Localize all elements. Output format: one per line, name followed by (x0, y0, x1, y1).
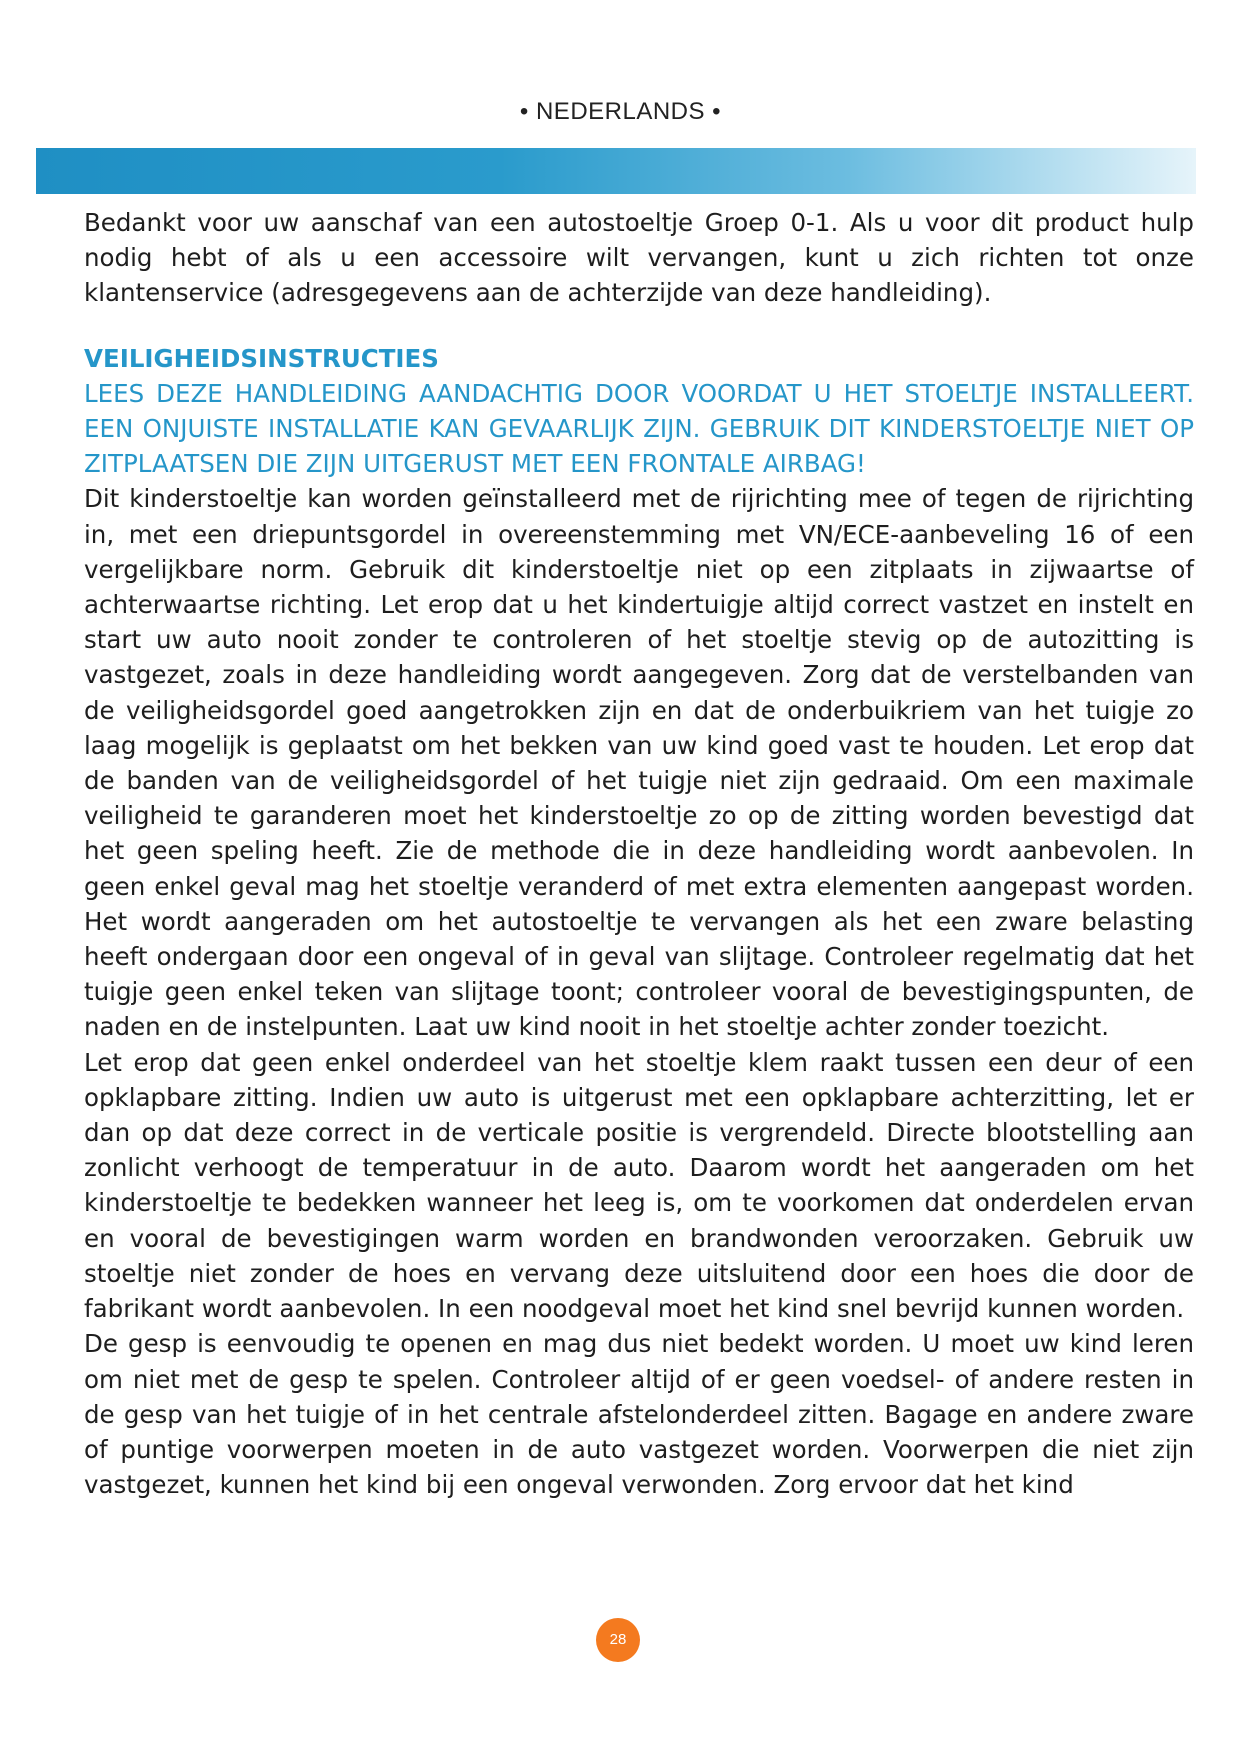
header-color-band (36, 148, 1196, 194)
safety-paragraph-2: Let erop dat geen enkel onderdeel van het stoeltje klem raakt tussen een deur of een opklapbare zitting. Indien uw auto is uitgerust met een opklapbare achterzitting, let er dan op dat deze correct in de verticale positie is vergrendeld. Directe blootstelling aan zonlicht verhoogt de temperatuur in de auto. Daarom wordt het aangeraden om het kinderstoeltje te bedekken wanneer het leeg is, om te voorkomen dat onderdelen ervan en vooral de bevestigingen warm worden en brandwonden veroorzaken. Gebruik uw stoeltje niet zonder de hoes en vervang deze uitsluitend door een hoes die door de fabrikant wordt aanbevolen. In een noodgeval moet het kind snel bevrijd kunnen worden. (84, 1047, 1194, 1324)
intro-paragraph: Bedankt voor uw aanschaf van een autostoeltje Groep 0-1. Als u voor dit product hulp nodig hebt of als u een accessoire wilt vervangen, kunt u zich richten tot onze klantenservice (adresgegevens aan de achterzijde van deze handleiding). (84, 208, 1194, 308)
warning-paragraph: LEES DEZE HANDLEIDING AANDACHTIG DOOR VOORDAT U HET STOELTJE INSTALLEERT. EEN ONJUISTE INSTALLATIE KAN GEVAARLIJK ZIJN. GEBRUIK DIT KINDERSTOELTJE NIET OP ZITPLAATSEN DIE ZIJN UITGERUST MET EEN FRONTALE AIRBAG! (84, 378, 1194, 479)
safety-paragraph-1: Dit kinderstoeltje kan worden geïnstalleerd met de rijrichting mee of tegen de rijrichting in, met een driepuntsgordel in overeenstemming met VN/ECE-aanbeveling 16 of een vergelijkbare norm. Gebruik dit kinderstoeltje niet op een zitplaats in zijwaartse of achterwaartse richting. Let erop dat u het kindertuigje altijd correct vastzet en instelt en start uw auto nooit zonder te controleren of het stoeltje stevig op de autozitting is vastgezet, zoals in deze handleiding wordt aangegeven. Zorg dat de verstelbanden van de veiligheidsgordel goed aangetrokken zijn en dat de onderbuikriem van het tuigje zo laag mogelijk is geplaatst om het bekken van uw kind goed vast te houden. Let erop dat de banden van de veiligheidsgordel of het tuigje niet zijn gedraaid. Om een maximale veiligheid te garanderen moet het kinderstoeltje zo op de zitting worden bevestigd dat het geen speling heeft. Zie de methode die in deze handleiding wordt aanbevolen. In geen enkel geval mag het stoeltje veranderd of met extra elementen aangepast worden. Het wordt aangeraden om het autostoeltje te vervangen als het een zware belasting heeft ondergaan door een ongeval of in geval van slijtage. Controleer regelmatig dat het tuigje geen enkel teken van slijtage toont; controleer vooral de bevestigingspunten, de naden en de instelpunten. Laat uw kind nooit in het stoeltje achter zonder toezicht. (84, 484, 1194, 1042)
section-title: VEILIGHEIDSINSTRUCTIES (84, 343, 439, 373)
language-header: • NEDERLANDS • (519, 98, 722, 125)
safety-paragraph-3: De gesp is eenvoudig te openen en mag dus niet bedekt worden. U moet uw kind leren om niet met de gesp te spelen. Controleer altijd of er geen voedsel- of andere resten in de gesp van het tuigje of in het centrale afstelonderdeel zitten. Bagage en andere zware of puntige voorwerpen moeten in de auto vastgezet worden. Voorwerpen die niet zijn vastgezet, kunnen het kind bij een ongeval verwonden. Zorg ervoor dat het kind (84, 1329, 1194, 1500)
page-content (84, 205, 1194, 1502)
page-number-badge: 28 (596, 1618, 640, 1662)
